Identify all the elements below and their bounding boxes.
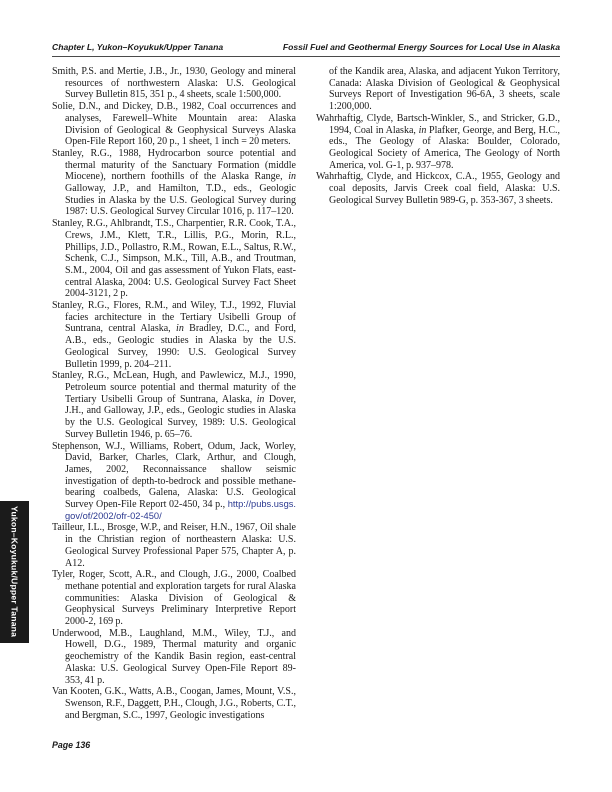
- reference-text: Wahrhaftig, Clyde, and Hickcox, C.A., 1955, Geology and coal deposits, Jarvis Creek coal field, Alaska: U.S. Geological Survey Bulletin 989-G, p. 353-367, 3 sheets.: [316, 171, 560, 206]
- reference-text: Van Kooten, G.K., Watts, A.B., Coogan, James, Mount, V.S., Swenson, R.F., Daggett, P.H., Clough, J.G., Roberts, C.T., and Bergman, S.C., 1997, Geologic investigations: [52, 686, 296, 721]
- chapter-side-tab: [0, 501, 29, 643]
- reference-text: of the Kandik area, Alaska, and adjacent Yukon Territory, Canada: Alaska Division of Geological & Geophysical Surveys Report of Investigation 96-6A, 3 sheets, scale 1:200,000.: [329, 66, 560, 113]
- reference-entry: [316, 171, 560, 206]
- reference-entry: [316, 66, 560, 113]
- refs-left: [52, 66, 296, 721]
- refs-right: [316, 66, 560, 721]
- references-columns: [52, 66, 560, 721]
- reference-text: Underwood, M.B., Laughland, M.M., Wiley, T.J., and Howell, D.G., 1989, Thermal maturity and organic geochemistry of the Kandik Basin region, east-central Alaska: U.S. Geological Survey Open-File Report 89-353, 41 p.: [52, 627, 296, 686]
- reference-text: in: [256, 393, 265, 405]
- reference-text: in: [176, 323, 184, 335]
- page-header: [52, 42, 560, 52]
- reference-entry: [52, 522, 296, 569]
- reference-text: Stanley, R.G., Ahlbrandt, T.S., Charpentier, R.R. Cook, T.A., Crews, J.M., Klett, T.R., Lillis, P.G., Morin, R.L., Phillips, J.D., Pollastro, R.M., Rowan, E.L., Saltus, R.W., Schenk, C.J., Simpson, M.K., Till, A.B., and Troutman, S.M., 2004, Oil and gas assessment of Yukon Flats, east-central Alaska, 2004: U.S. Geological Survey Fact Sheet 2004-3121, 2 p.: [52, 218, 296, 300]
- reference-text: Stanley, R.G., Flores, R.M., and Wiley, T.J., 1992, Fluvial facies architecture in the Tertiary Usibelli Group of Suntrana, central Alaska,: [52, 300, 296, 335]
- reference-text: Wahrhaftig, Clyde, Bartsch-Winkler, S., and Stricker, G.D., 1994, Coal in Alaska,: [316, 112, 560, 136]
- reference-text: in: [288, 171, 296, 183]
- reference-entry: [52, 441, 296, 523]
- reference-text: Stephenson, W.J., Williams, Robert, Odum, Jack, Worley, David, Barker, Charles, Clark, Arthur, and Clough, James, 2002, Reconnaissance shallow seismic investigation of depth-to-bedrock and possible methane-bearing coalbeds, Galena, Alaska: U.S. Geological Survey Open-File Report 02-450, 34 p.,: [52, 440, 296, 511]
- header-chapter-title: Chapter L, Yukon–Koyukuk/Upper Tanana: [52, 42, 224, 52]
- reference-text: Stanley, R.G., McLean, Hugh, and Pawlewicz, M.J., 1990, Petroleum source potential and thermal maturity of the Tertiary Usibelli Group of Suntrana, Alaska,: [52, 370, 296, 405]
- reference-text: Bradley, D.C., and Ford, A.B., eds., Geologic studies in Alaska by the U.S. Geological Survey, 1990: U.S. Geological Survey Bulletin 1999, p. 204–211.: [65, 323, 296, 370]
- reference-text: Tailleur, I.L., Brosge, W.P., and Reiser, H.N., 1967, Oil shale in the Christian region of northeastern Alaska: U.S. Geological Survey Professional Paper 575, Chapter A, p. A12.: [52, 522, 296, 569]
- reference-text: Solie, D.N., and Dickey, D.B., 1982, Coal occurrences and analyses, Farewell–White Mountain area: Alaska Division of Geological & Geophysical Surveys Alaska Open-File Report 160, 20 p., 1 sheet, 1 inch = 20 meters.: [52, 101, 296, 148]
- reference-text: Stanley, R.G., 1988, Hydrocarbon source potential and thermal maturity of the Sanctuary Formation (middle Miocene), northern foothills of the Alaska Range,: [52, 147, 296, 183]
- reference-text: in: [418, 124, 427, 136]
- reference-text: Dover, J.H., and Galloway, J.P., eds., Geologic studies in Alaska by the U.S. Geological Survey, 1989: U.S. Geological Survey Bulletin 1946, p. 65–76.: [65, 393, 296, 440]
- reference-text: Smith, P.S. and Mertie, J.B., Jr., 1930, Geology and mineral resources of northwestern Alaska: U.S. Geological Survey Bulletin 815, 351 p., 4 sheets, scale 1:500,000.: [52, 66, 296, 101]
- reference-entry: [52, 148, 296, 218]
- reference-entry: [52, 66, 296, 101]
- side-tab-label: Yukon–Koyukuk/Upper Tanana: [9, 506, 20, 638]
- header-divider: [52, 56, 560, 57]
- reference-link[interactable]: http://pubs.usgs.gov/of/2002/ofr-02-450/: [65, 499, 296, 521]
- reference-entry: [52, 628, 296, 687]
- reference-entry: [52, 218, 296, 300]
- reference-entry: [52, 686, 296, 721]
- reference-text: Plafker, George, and Berg, H.C., eds., The Geology of Alaska: Boulder, Colorado, Geological Society of America, The Geology of North America, vol. G-1, p. 937–978.: [329, 124, 560, 171]
- reference-entry: [52, 370, 296, 440]
- page-number: Page 136: [52, 740, 91, 750]
- reference-entry: [316, 113, 560, 172]
- reference-text: Tyler, Roger, Scott, A.R., and Clough, J.G., 2000, Coalbed methane potential and exploration targets for rural Alaska communities: Alaska Division of Geological & Geophysical Surveys Preliminary Interpretive Report 2000-2, 169 p.: [52, 569, 296, 628]
- header-report-title: Fossil Fuel and Geothermal Energy Sources for Local Use in Alaska: [282, 42, 560, 52]
- reference-entry: [52, 101, 296, 148]
- reference-entry: [52, 569, 296, 628]
- reference-text: Galloway, J.P., and Hamilton, T.D., eds., Geologic Studies in Alaska by the U.S. Geological Survey during 1987: U.S. Geological Survey Circular 1016, p. 117–120.: [65, 183, 296, 218]
- reference-entry: [52, 300, 296, 370]
